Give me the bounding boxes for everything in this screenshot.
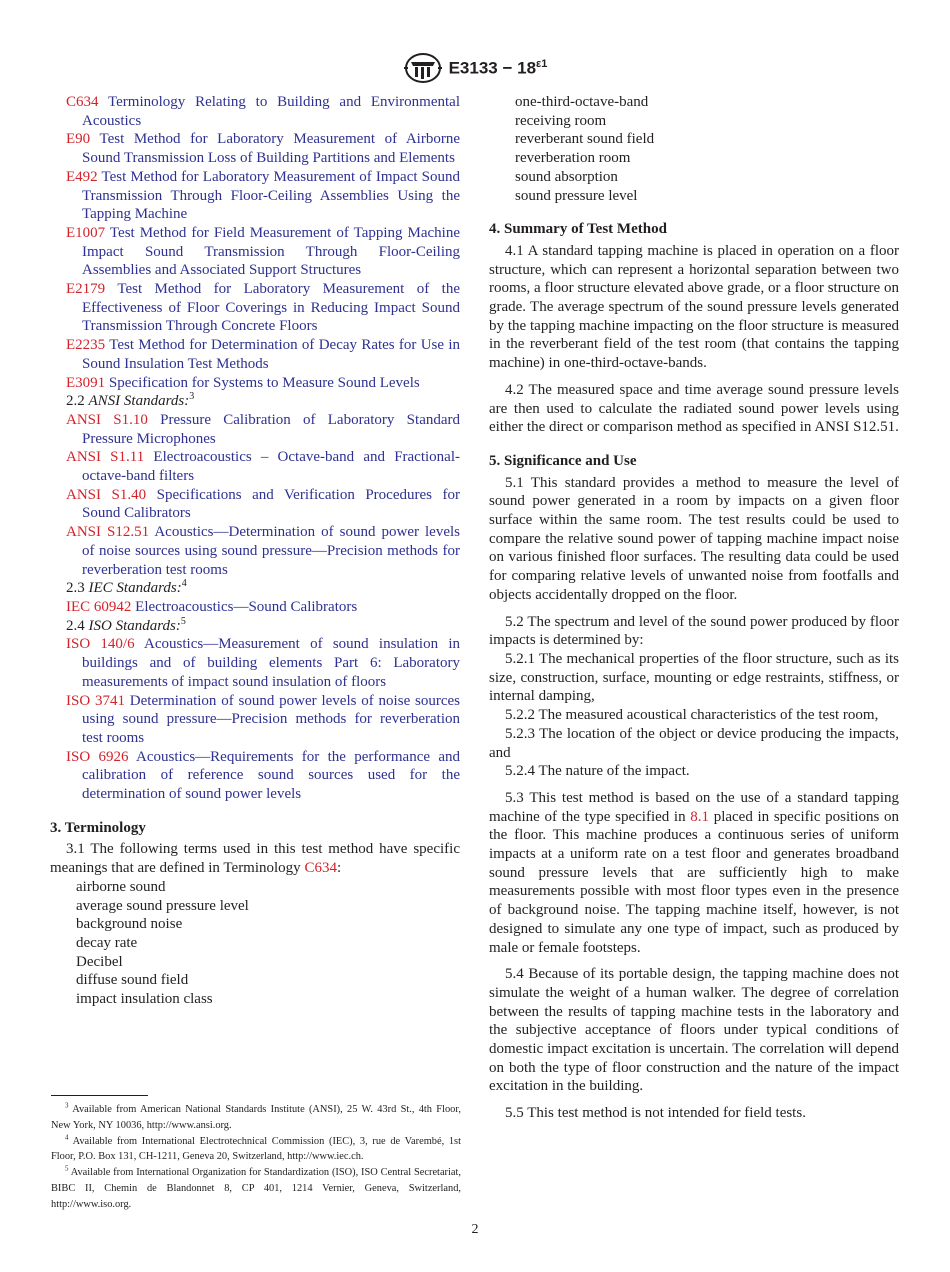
reference-title[interactable]: Test Method for Determination of Decay Rates for Use in Sound Insulation Test Methods [82,337,460,372]
reference-title[interactable]: Specification for Systems to Measure Sound Levels [108,374,420,391]
reference-item[interactable] [66,748,460,804]
reference-title[interactable]: Pressure Calibration of Laboratory Standard Pressure Microphones [82,411,460,447]
reference-code[interactable]: IEC 60942 [66,598,132,615]
reference-code[interactable]: E3091 [66,374,106,391]
designation: $E3133 - 18^{\varepsilon 1}$ [448,57,548,78]
right-column [489,93,899,1123]
astm-logo-icon [403,52,443,84]
reference-code[interactable]: ANSI S1.40 [66,486,147,503]
ansi-references [66,411,460,579]
reference-code[interactable]: E2235 [66,337,106,354]
paragraph-5-4: 5.4 Because of its portable design, the tapping machine does not simulate the weight of a human walker. The degree of correlation between the results of tapping machine tests in the laboratory and the subjective acceptance of floors under typical conditions of domestic impact excitation is uncertain. The correlation will depend on both the type of floor construction and the nature of the impact excitation in the building. [489,966,899,1095]
term-item: decay rate [76,934,138,951]
reference-item[interactable] [66,411,460,448]
footnote-rule [51,1095,148,1096]
paragraph-5-1: 5.1 This standard provides a method to measure the level of sound power generated in a room by impacts on a given floor surface within the same room. The test results could be used to compare the relative sound power of tapping machine impact noise on various finished floor surfaces. The resulting data could be used for comparing relative levels of unwanted noise from footfalls and objects accidentally dropped on the floor. [489,474,899,603]
link-section-8-1[interactable]: 8.1 [690,808,710,825]
footnote-5 [51,1165,461,1212]
reference-item[interactable] [66,692,460,748]
footnote-marker: 5 [65,1164,69,1173]
terms-list-right [489,93,899,205]
paragraph-5-2-3: 5.2.3 The location of the object or device producing the impacts, and [489,725,899,761]
reference-title[interactable]: Test Method for Field Measurement of Tapping Machine Impact Sound Transmission Through Floor-Ceiling Assemblies and Associated Support Structures [82,224,461,279]
reference-item[interactable] [66,486,460,523]
reference-title[interactable]: Electroacoustics—Sound Calibrators [135,598,358,615]
reference-item[interactable] [66,93,460,130]
link-c634[interactable]: C634 [304,860,337,877]
reference-code[interactable]: ANSI S12.51 [66,524,150,541]
term-item: sound absorption [515,168,618,185]
iec-references [66,598,460,617]
reference-code[interactable]: ANSI S1.11 [66,449,145,466]
term-item: airborne sound [76,878,166,895]
reference-title[interactable]: Acoustics—Requirements for the performance and calibration of reference sound sources used for the determination of sound power levels [82,748,460,803]
term-item: one-third-octave-band [515,94,649,110]
paragraph-4-1: 4.1 A standard tapping machine is placed in operation on a floor structure, which can represent a horizontal separation between two rooms, a floor structure elevated above grade, or a floor structure on grade. The average spectrum of the sound pressure levels generated by the tapping machine impacting on the floor structure is measured in the reverberant field of the test room (that contains the tapping machine) in one-third-octave-bands. [489,242,899,372]
paragraph-5-3: 5.3 This test method is based on the use of a standard tapping machine of the type specified in 8.1 placed in specific positions on the floor. This machine produces a continuous series of uniform impacts at a uniform rate on a test floor and generates broadband sound pressure levels that are sufficiently high to make measurements possible with most floor types even in the presence of background noise. The tapping machine itself, however, is not designed to simulate any one type of impact, such as produced by male or female footsteps. [489,789,899,956]
paragraph-5-5: 5.5 This test method is not intended for field tests. [505,1105,806,1122]
footnote-text: Available from International Organization for Standardization (ISO), ISO Central Secretariat, BIBC II, Chemin de Blandonnet 8, CP 401, 1214 Vernier, Geneva, Switzerland, http://www.iso.org. [51,1167,461,1210]
term-item: impact insulation class [76,991,213,1008]
footnote-marker: 4 [65,1133,69,1142]
subsection-2-4: 2.4 ISO Standards:$^5$ [66,615,186,634]
reference-item[interactable] [66,280,460,336]
reference-item[interactable] [66,224,460,280]
term-item: receiving room [515,112,607,129]
reference-item[interactable] [66,448,460,485]
reference-code[interactable]: ISO 140/6 [66,636,135,653]
term-item: average sound pressure level [76,897,249,914]
reference-item[interactable] [66,598,460,617]
footnote-text: Available from American National Standards Institute (ANSI), 25 W. 43rd St., 4th Floor, New York, NY 10036, http://www.ansi.org. [51,1104,461,1131]
reference-title[interactable]: Test Method for Laboratory Measurement of Impact Sound Transmission Through Floor-Ceiling Assemblies Using the Tapping Machine [82,168,460,223]
section-4-heading: 4. Summary of Test Method [489,221,667,238]
footnote-marker: 3 [65,1101,69,1110]
left-column [50,93,461,1009]
reference-title[interactable]: Electroacoustics – Octave-band and Fractional-octave-band filters [82,449,460,485]
footnote-text: Available from International Electrotechnical Commission (IEC), 3, rue de Varembé, 1st Floor, P.O. Box 131, CH-1211, Geneva 20, Switzerland, http://www.iec.ch. [51,1135,461,1163]
reference-title[interactable]: Test Method for Laboratory Measurement of the Effectiveness of Floor Coverings in Reducing Impact Sound Transmission Through Concrete Floors [82,281,460,335]
reference-title[interactable]: Terminology Relating to Building and Environmental Acoustics [82,94,460,129]
footnote-4 [51,1134,461,1166]
iso-references [66,635,460,803]
reference-item[interactable] [66,635,460,691]
reference-item[interactable] [66,130,460,167]
page-number: 2 [471,1222,479,1237]
paragraph-5-2-2: 5.2.2 The measured acoustical characteristics of the test room, [505,707,879,724]
paragraph-5-2: 5.2 The spectrum and level of the sound power produced by floor impacts is determined by: [489,613,899,649]
term-item: reverberation room [515,150,631,167]
footnote-3 [51,1102,461,1134]
reference-item[interactable] [66,168,460,224]
term-item: sound pressure level [515,187,638,204]
reference-code[interactable]: E492 [66,168,98,185]
reference-code[interactable]: E90 [66,131,91,148]
reference-item[interactable] [66,336,460,373]
section-3-heading: 3. Terminology [50,819,146,836]
paragraph-3-1: 3.1 The following terms used in this test method have specific meanings that are defined in Terminology C634: [50,841,460,877]
term-item: background noise [76,916,183,933]
paragraph-5-2-1: 5.2.1 The mechanical properties of the floor structure, such as its size, construction, surface, mounting or edge restraints, stiffness, or internal damping, [489,650,899,705]
astm-references [66,93,460,392]
subsection-2-2: 2.2 ANSI Standards:$^3$ [66,391,195,410]
paragraph-4-2: 4.2 The measured space and time average sound pressure levels are then used to calculate the radiated sound power levels using either the direct or comparison method as specified in ANSI S12.51. [489,381,899,436]
reference-code[interactable]: ANSI S1.10 [66,411,148,428]
reference-item[interactable] [66,374,460,393]
reference-title[interactable]: Acoustics—Measurement of sound insulation in buildings and of building elements Part 6: Laboratory measurements of impact sound insulation of floors [82,636,460,690]
term-item: reverberant sound field [515,131,655,148]
paragraph-5-2-4: 5.2.4 The nature of the impact. [505,763,690,780]
terms-list-left [66,878,460,1009]
term-item: diffuse sound field [76,972,189,989]
reference-item[interactable] [66,523,460,579]
reference-code[interactable]: C634 [66,94,99,110]
reference-title[interactable]: Acoustics—Determination of sound power levels of noise sources using sound pressure—Precision methods for reverberation test rooms [82,524,460,578]
reference-title[interactable]: Test Method for Laboratory Measurement of Airborne Sound Transmission Loss of Building Partitions and Elements [82,131,460,167]
reference-title[interactable]: Specifications and Verification Procedures for Sound Calibrators [82,486,460,522]
reference-code[interactable]: E2179 [66,281,106,298]
subsection-2-3: 2.3 IEC Standards:$^4$ [66,578,187,597]
page-header [0,52,950,84]
reference-title[interactable]: Determination of sound power levels of noise sources using sound pressure—Precision methods for reverberation test rooms [82,692,461,746]
reference-code[interactable]: E1007 [66,224,106,241]
section-5-heading: 5. Significance and Use [489,452,637,469]
reference-code[interactable]: ISO 6926 [66,748,129,765]
term-item: Decibel [76,953,123,970]
footnotes [51,1074,461,1213]
reference-code[interactable]: ISO 3741 [66,692,125,709]
